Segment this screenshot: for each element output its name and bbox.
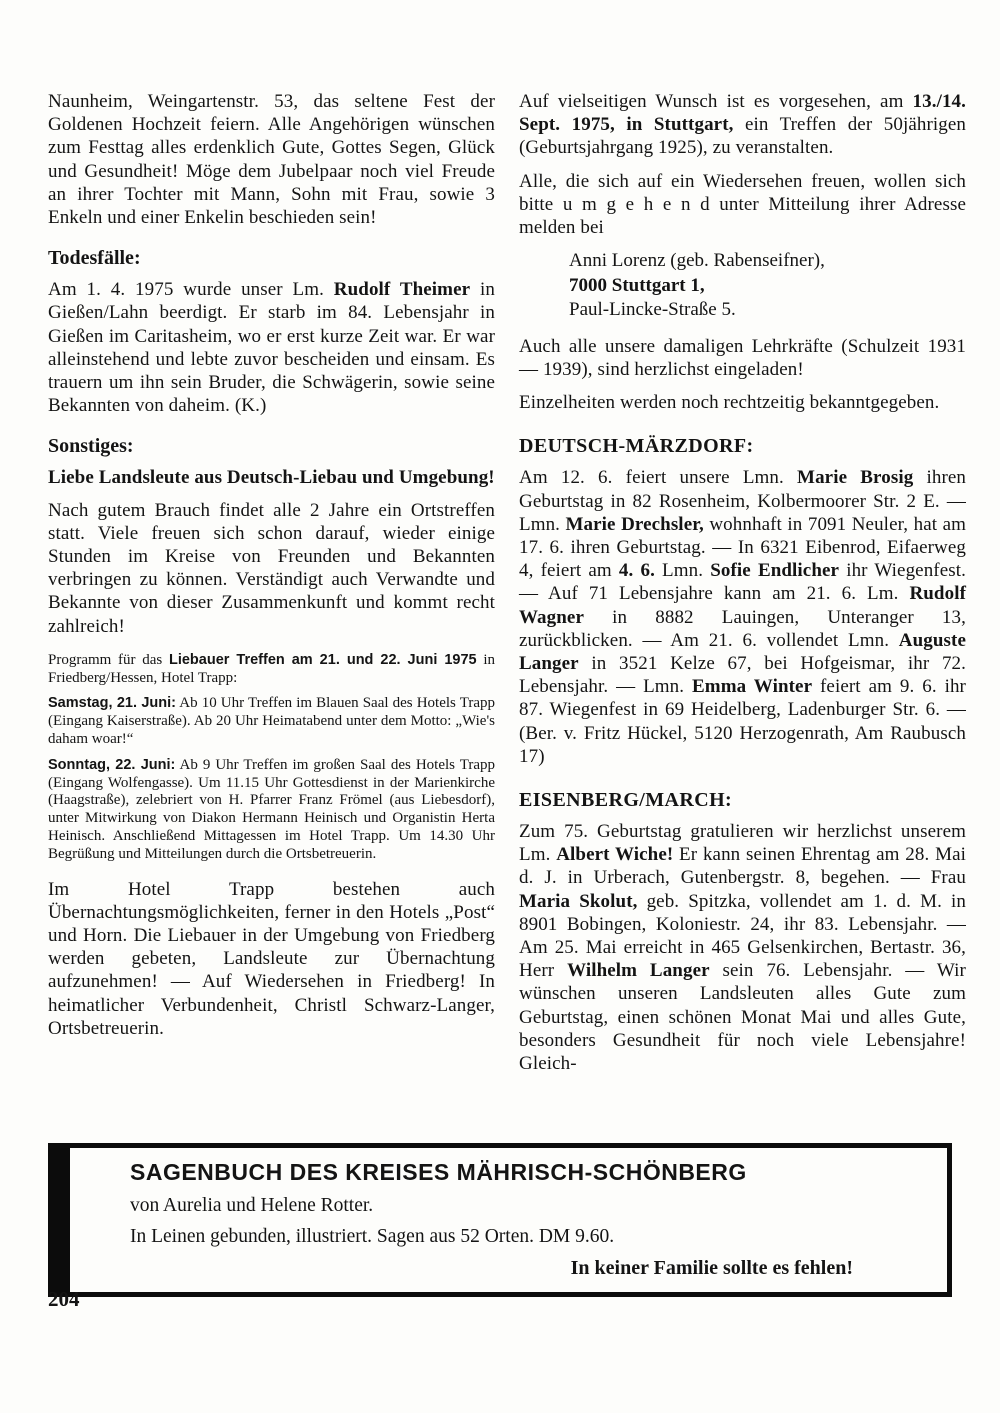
program-paragraph: Samstag, 21. Juni: Ab 10 Uhr Treffen im Blauen Saal des Hotels Trapp (Eingang Kaiserstraße). Ab 20 Uhr Heimatabend unter dem Motto: „Wie's daham woar!“ (48, 695, 495, 748)
paragraph: Zum 75. Geburtstag gratulieren wir herzlichst unserem Lm. Albert Wiche! Er kann seinen Ehrentag am 28. Mai d. J. in Urberach, Gutenbergstr. 8, begehen. — Frau Maria Skolut, geb. Spitzka, vollendet am 1. d. M. in 8901 Bobingen, Koloniestr. 24, ihr 83. Lebensjahr. — Am 25. Mai erreicht in 465 Gelsenkirchen, Bertastr. 36, Herr Wilhelm Langer sein 76. Lebensjahr. — Wir wünschen unseren Landsleuten alles Gute zum Geburtstag, einen schönen Monat Mai und alles Gute, besonders Gesundheit für noch viele Lebensjahre! Gleich- (519, 820, 966, 1074)
address-line: 7000 Stuttgart 1, (569, 274, 705, 296)
ad-authors: von Aurelia und Helene Rotter. (130, 1195, 374, 1216)
section-heading: Sonstiges: (48, 435, 134, 458)
left-column (48, 90, 495, 1085)
address-line: Paul-Lincke-Straße 5. (569, 299, 736, 321)
ad-description: In Leinen gebunden, illustriert. Sagen aus 52 Orten. DM 9.60. (130, 1226, 615, 1247)
paragraph: Im Hotel Trapp bestehen auch Übernachtungsmöglichkeiten, ferner in den Hotels „Post“ und Horn. Die Liebauer in der Umgebung von Friedberg werden gebeten, Landsleute zur Übernachtung aufzunehmen! — Auf Wiedersehen in Friedberg! In heimatlicher Verbundenheit, Christl Schwarz-Langer, Ortsbetreuerin. (48, 878, 495, 1039)
sub-heading: Liebe Landsleute aus Deutsch-Liebau und Umgebung! (48, 467, 495, 489)
page-number: 204 (48, 1287, 80, 1311)
ad-title: SAGENBUCH DES KREISES MÄHRISCH-SCHÖNBERG (130, 1159, 747, 1185)
paragraph: Naunheim, Weingartenstr. 53, das seltene Fest der Goldenen Hochzeit feiern. Alle Angehörigen wünschen zum Festtag alles erdenklich Gute, Gottes Segen, Glück und Gesundheit! Möge dem Jubelpaar noch viel Freude an ihrer Tochter mit Mann, Sohn mit Frau, sowie 3 Enkeln und einer Enkelin beschieden sein! (48, 91, 495, 229)
section-heading: EISENBERG/MARCH: (519, 788, 733, 811)
paragraph: Nach gutem Brauch findet alle 2 Jahre ein Ortstreffen statt. Viele freuen sich schon darauf, wieder einige Stunden im Kreise von Freunden und Bekannten verbringen zu können. Verständigt auch Verwandte und Bekannte von dieser Zusammenkunft und kommt recht zahlreich! (48, 499, 495, 637)
book-advertisement-box (48, 1143, 952, 1297)
paragraph: Am 1. 4. 1975 wurde unser Lm. Rudolf Theimer in Gießen/Lahn beerdigt. Er starb im 84. Lebensjahr in Gießen im Caritasheim, wo er erst kurze Zeit war. Er war alleinstehend und lebte zuvor bescheiden und einsam. Es trauern um ihn sein Bruder, die Schwägerin, sowie seine Bekannten von daheim. (K.) (48, 279, 495, 417)
paragraph: Am 12. 6. feiert unsere Lmn. Marie Brosig ihren Geburtstag in 82 Rosenheim, Kolbermoorer Str. 2 E. — Lmn. Marie Drechsler, wohnhaft in 7091 Neuler, hat am 17. 6. ihren Geburtstag. — In 6321 Eibenrod, Eifaerweg 4, feiert am 4. 6. Lmn. Sofie Endlicher ihr Wiegenfest. — Auf 71 Lebensjahre kann am 21. 6. Lm. Rudolf Wagner in 8882 Lauingen, Unteranger 13, zurückblicken. — Am 21. 6. vollendet Lmn. Auguste Langer in 3521 Kelze 67, bei Hofgeismar, ihr 72. Lebensjahr. — Lmn. Emma Winter feiert am 9. 6. ihr 87. Wiegenfest in 69 Heidelberg, Ladenburger Str. 6. — (Ber. v. Fritz Hückel, 5120 Herzogenrath, Am Raubusch 17) (519, 467, 967, 767)
right-column (519, 90, 966, 1085)
two-column-text (48, 90, 966, 1085)
paragraph: Auch alle unsere damaligen Lehrkräfte (Schulzeit 1931 — 1939), sind herzlichst eingeladen! (519, 335, 966, 380)
address-block (569, 249, 966, 323)
paragraph: Einzelheiten werden noch rechtzeitig bekanntgegeben. (519, 392, 940, 414)
paragraph: Auf vielseitigen Wunsch ist es vorgesehen, am 13./14. Sept. 1975, in Stuttgart, ein Treffen der 50jährigen (Geburtsjahrgang 1925), zu veranstalten. (519, 91, 966, 159)
address-line: Anni Lorenz (geb. Rabenseifner), (569, 250, 825, 272)
paragraph: Alle, die sich auf ein Wiedersehen freuen, wollen sich bitte u m g e h e n d unter Mitteilung ihrer Adresse melden bei (519, 170, 966, 239)
section-heading: Todesfälle: (48, 247, 141, 270)
program-paragraph: Programm für das Liebauer Treffen am 21. und 22. Juni 1975 in Friedberg/Hessen, Hotel Trapp: (48, 651, 496, 686)
section-heading: DEUTSCH-MÄRZDORF: (519, 435, 754, 458)
program-paragraph: Sonntag, 22. Juni: Ab 9 Uhr Treffen im großen Saal des Hotels Trapp (Eingang Wolfengasse). Um 11.15 Uhr Gottesdienst in der Marienkirche (Haagstraße), zelebriert von H. Pfarrer Franz Frömel (aus Liebesdorf), unter Mitwirkung von Diakon Hermann Heinisch und Organistin Herta Heinisch. Anschließend Mittagessen im Hotel Trapp. Um 14.30 Uhr Begrüßung und Mitteilungen durch die Ortsbetreuerin. (48, 756, 495, 862)
ad-slogan: In keiner Familie sollte es fehlen! (570, 1257, 853, 1279)
